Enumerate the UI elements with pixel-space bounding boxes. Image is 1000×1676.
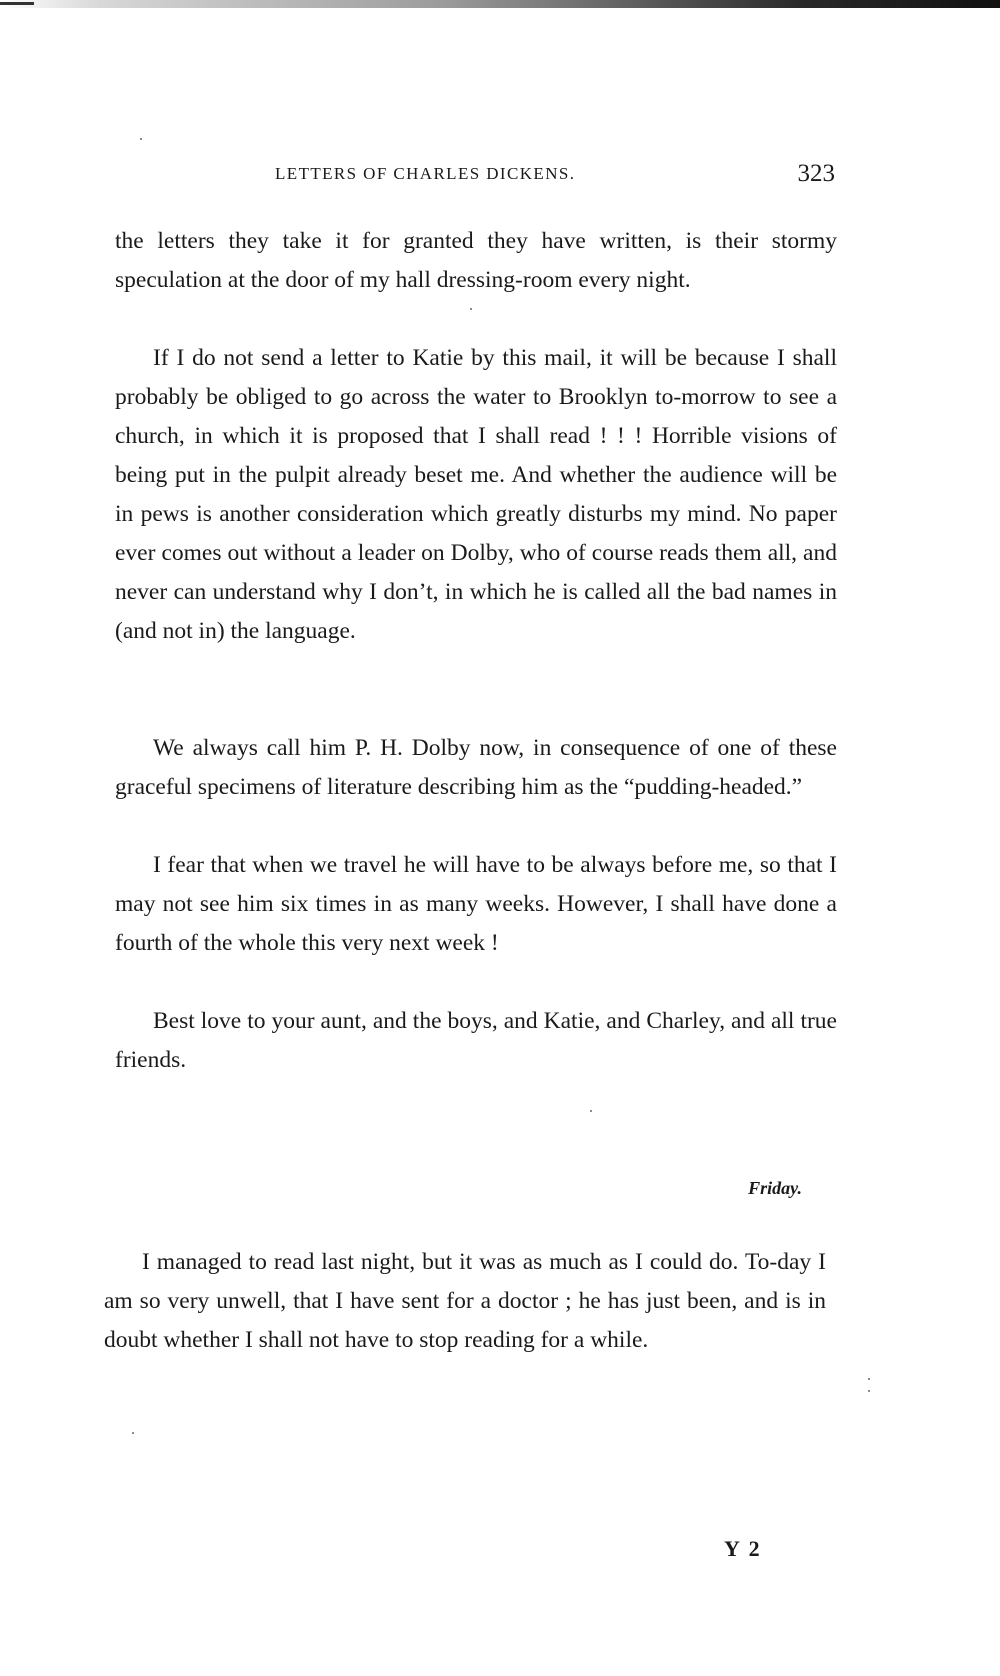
page-number: 323 xyxy=(797,160,835,187)
top-scan-rule xyxy=(0,0,1000,8)
scan-speck xyxy=(868,1378,870,1380)
paragraph-4: I fear that when we travel he will have to be always before me, so that I may not see him six times in as many weeks. However, I shall have done a fourth of the whole this very next week ! xyxy=(115,852,837,956)
paragraph-3: We always call him P. H. Dolby now, in consequence of one of these graceful specimens of literature describing him as the “pudding-headed.” xyxy=(115,735,837,800)
paragraph-2: If I do not send a letter to Katie by this mail, it will be because I shall probably be obliged to go across the water to Brooklyn to-morrow to see a church, in which it is proposed that I shall read ! ! ! Horrible visions of being put in the pulpit already beset me. And whether the audience will be in pews is another consideration which greatly disturbs my mind. No paper ever comes out without a leader on Dolby, who of course reads them all, and never can understand why I don’t, in which he is called all the bad names in (and not in) the language. xyxy=(115,345,837,644)
running-title: LETTERS OF CHARLES DICKENS. xyxy=(275,164,576,183)
paragraph-5: Best love to your aunt, and the boys, and Katie, and Charley, and all true friends. xyxy=(115,1008,837,1073)
paragraph-1: the letters they take it for granted they have written, is their stormy speculation at the door of my hall dressing-room every night. xyxy=(115,228,837,293)
scan-speck xyxy=(140,138,142,140)
dateline: Friday. xyxy=(748,1178,802,1198)
closing-paragraph: I managed to read last night, but it was as much as I could do. To-day I am so very unwell, that I have sent for a doctor ; he has just been, and is in doubt whether I shall not have to stop reading for a while. xyxy=(104,1249,826,1353)
signature-mark: Y 2 xyxy=(724,1536,762,1561)
running-head xyxy=(275,160,835,190)
scan-speck xyxy=(590,1110,592,1112)
scan-speck xyxy=(470,308,472,310)
scan-speck xyxy=(868,1390,870,1392)
top-scan-mark xyxy=(0,2,34,5)
scan-speck xyxy=(132,1432,134,1434)
